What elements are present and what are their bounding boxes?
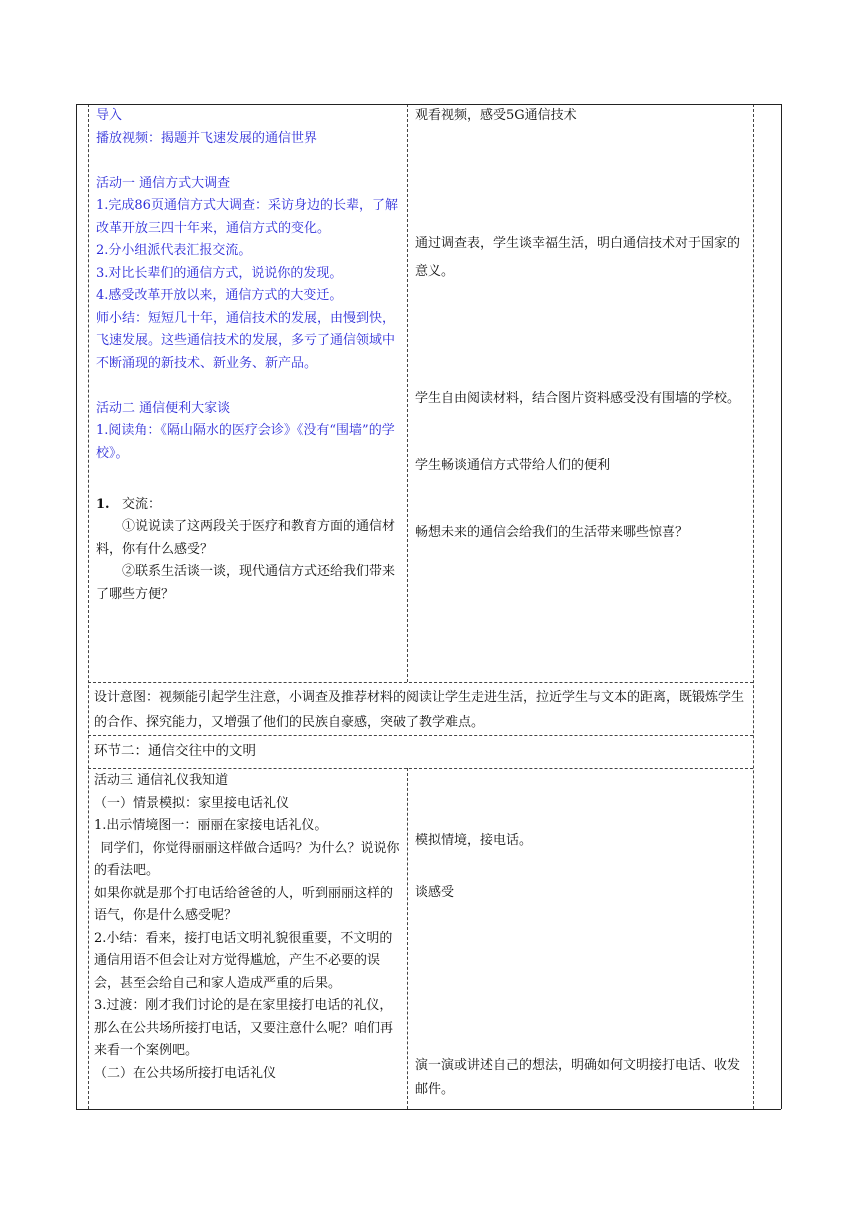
etiquette-steps-cell bbox=[94, 770, 404, 1085]
etiquette-summary: 2.小结：看来，接打电话文明礼貌很重要，不文明的通信用语不但会让对方觉得尴尬，产生不必要的误会，甚至会给自己和家人造成严重的后果。 bbox=[94, 930, 393, 991]
student-activity-4: 学生畅谈通信方式带给人们的便利 bbox=[415, 458, 611, 473]
part1-title: （一）情景模拟：家里接电话礼仪 bbox=[94, 795, 290, 811]
activity3-title: 活动三 通信礼仪我知道 bbox=[94, 773, 229, 788]
table-outer-right-border bbox=[781, 104, 782, 1109]
video-step: 播放视频：揭题并飞速发展的通信世界 bbox=[96, 130, 318, 146]
activity1-title: 活动一 通信方式大调查 bbox=[96, 175, 231, 191]
activity1-item3: 3.对比长辈们的通信方式，说说你的发现。 bbox=[96, 265, 343, 281]
part2-title: （二）在公共场所接打电话礼仪 bbox=[94, 1065, 277, 1081]
etiquette-item1: 1.出示情境图一：丽丽在家接电话礼仪。 bbox=[94, 818, 328, 833]
etiquette-feeling: 如果你就是那个打电话给爸爸的人，听到丽丽这样的语气，你是什么感受呢？ bbox=[94, 885, 394, 923]
design-intent: 设计意图：视频能引起学生注意，小调查及推荐材料的阅读让学生走进生活，拉近学生与文本的距离，既锻炼学生的合作、探究能力，又增强了他们的民族自豪感，突破了教学难点。 bbox=[94, 690, 745, 730]
row-divider-3 bbox=[88, 768, 753, 769]
activity2-item1: 1.阅读角：《隔山隔水的医疗会诊》《没有“围墙”的学校》。 bbox=[96, 423, 395, 461]
student-activity-5: 畅想未来的通信会给我们的生活带来哪些惊喜？ bbox=[415, 525, 689, 540]
table-bottom-border bbox=[76, 1109, 781, 1110]
activity2-title: 活动二 通信便利大家谈 bbox=[96, 400, 231, 416]
section2-title: 环节二：通信交往中的文明 bbox=[94, 743, 256, 759]
discussion-question-1: ①说说读了这两段关于医疗和教育方面的通信材料，你有什么感受？ bbox=[96, 519, 396, 557]
activity1-item4: 4.感受改革开放以来，通信方式的大变迁。 bbox=[96, 288, 343, 303]
student-activity-3: 学生自由阅读材料，结合图片资料感受没有围墙的学校。 bbox=[415, 391, 741, 406]
etiquette-transition: 3.过渡：刚才我们讨论的是在家里接打电话的礼仪，那么在公共场所接打电话，又要注意什么呢？咱们再来看一个案例吧。 bbox=[94, 998, 394, 1058]
discussion-block bbox=[96, 494, 402, 607]
intro-heading: 导入 bbox=[96, 108, 123, 123]
etiquette-question: 同学们，你觉得丽丽这样做合适吗？为什么？说说你的看法吧。 bbox=[94, 840, 400, 878]
discussion-label: 交流： bbox=[121, 496, 161, 512]
student-performance: 演一演或讲述自己的想法，明确如何文明接打电话、收发邮件。 bbox=[415, 1058, 741, 1097]
student-feeling: 谈感受 bbox=[415, 885, 455, 900]
discussion-question-2: ②联系生活谈一谈，现代通信方式还给我们带来了哪些方便？ bbox=[96, 564, 396, 602]
discussion-number: 1. bbox=[96, 496, 110, 512]
activity1-item1: 1.完成86页通信方式大调查：采访身边的长辈，了解改革开放三四十年来，通信方式的变化。 bbox=[96, 198, 398, 236]
activity1-summary: 师小结：短短几十年，通信技术的发展，由慢到快，飞速发展。这些通信技术的发展，多亏了通信领域中不断涌现的新技术、新业务、新产品。 bbox=[96, 310, 396, 371]
table-outer-left-border bbox=[76, 104, 77, 1109]
column-divider-bottom bbox=[407, 768, 408, 1109]
student-activity-2: 通过调查表，学生谈幸福生活，明白通信技术对于国家的意义。 bbox=[415, 236, 741, 279]
row-divider-1 bbox=[88, 682, 753, 683]
activity1-item2: 2.分小组派代表汇报交流。 bbox=[96, 243, 252, 258]
discussion-heading bbox=[96, 494, 402, 517]
row-divider-2 bbox=[88, 735, 753, 736]
column-divider-top bbox=[407, 104, 408, 682]
column-border-right bbox=[753, 104, 754, 1109]
student-activity-1: 观看视频，感受5G通信技术 bbox=[415, 108, 577, 123]
student-simulation: 模拟情境，接电话。 bbox=[415, 833, 533, 848]
column-border-left bbox=[88, 104, 89, 1109]
lesson-steps-cell bbox=[96, 105, 402, 606]
